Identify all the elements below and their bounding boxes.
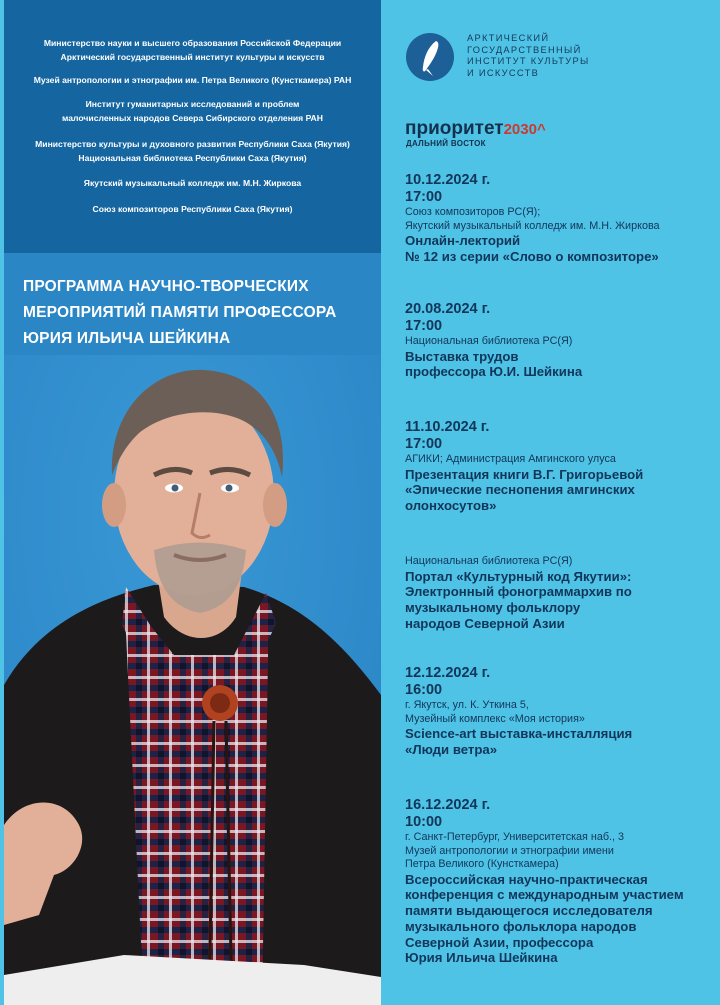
priority-logo [405, 118, 546, 140]
event-name: Science-art выставка-инсталляция [405, 726, 633, 741]
event-item [405, 172, 715, 265]
event-name: Юрия Ильича Шейкина [405, 950, 558, 966]
event-place: Якутский музыкальный колледж им. М.Н. Жиркова [405, 219, 660, 232]
event-name: конференция с международным участием [405, 887, 684, 903]
portrait-photo [4, 355, 381, 1005]
institute-logo-text [467, 33, 637, 79]
event-place: Национальная библиотека РС(Я) [405, 335, 573, 347]
program-title-line: ЮРИЯ ИЛЬИЧА ШЕЙКИНА [23, 330, 231, 347]
event-name: № 12 из серии «Слово о композиторе» [405, 248, 659, 264]
event-place: г. Санкт-Петербург, Университетская наб., 3 [405, 831, 625, 843]
event-name: Электронный фонограммархив по [405, 584, 632, 600]
event-item [405, 419, 715, 514]
event-time: 10:00 [405, 814, 443, 830]
organizer-line: Министерство культуры и духовного развития Республики Саха (Якутия) [35, 139, 350, 149]
organizer-line: Министерство науки и высшего образования Российской Федерации [43, 38, 342, 48]
organizer-line: Институт гуманитарных исследований и проблем [85, 99, 300, 109]
event-item [405, 301, 715, 380]
priority-subtitle: ДАЛЬНИЙ ВОСТОК [406, 139, 486, 148]
event-name: памяти выдающегося исследователя [405, 903, 653, 919]
event-item [405, 797, 715, 966]
event-time: 17:00 [405, 318, 443, 334]
program-title-line: ПРОГРАММА НАУЧНО-ТВОРЧЕСКИХ [23, 278, 309, 295]
event-name: Выставка трудов [405, 348, 519, 364]
event-name: народов Северной Азии [405, 615, 565, 631]
event-name: Презентация книги В.Г. Григорьевой [405, 466, 644, 482]
logo-line: ИНСТИТУТ КУЛЬТУРЫ [467, 56, 590, 66]
event-place: Музейный комплекс «Моя история» [405, 712, 585, 725]
event-name: «Эпические песнопения амгинских [405, 482, 635, 498]
event-place: Музей антропологии и этнографии имени [405, 844, 614, 857]
event-time: 16:00 [405, 682, 443, 698]
event-name: музыкального фольклора народов [405, 918, 637, 934]
event-name: профессора Ю.И. Шейкина [405, 364, 583, 380]
event-place: Петра Великого (Кунсткамера) [405, 858, 559, 870]
event-item [405, 555, 715, 632]
event-date: 11.10.2024 г. [405, 419, 490, 435]
priority-word: приоритет [405, 118, 504, 139]
event-date: 12.12.2024 г. [405, 665, 491, 681]
event-name: Портал «Культурный код Якутии»: [405, 568, 632, 584]
event-name: Всероссийская научно-практическая [405, 871, 648, 887]
logo-line: ГОСУДАРСТВЕННЫЙ [467, 44, 582, 55]
event-place: г. Якутск, ул. К. Уткина 5, [405, 699, 529, 711]
event-name: Северной Азии, профессора [405, 934, 594, 950]
event-date: 10.12.2024 г. [405, 172, 491, 188]
priority-caret-icon: ^ [536, 121, 546, 138]
organizer-line: Национальная библиотека Республики Саха (Якутия) [78, 153, 307, 163]
event-place: Национальная библиотека РС(Я) [405, 555, 573, 567]
event-time: 17:00 [405, 436, 443, 452]
event-name: «Люди ветра» [405, 741, 498, 757]
event-date: 16.12.2024 г. [405, 797, 491, 813]
event-time: 17:00 [405, 189, 443, 205]
program-title-line: МЕРОПРИЯТИЙ ПАМЯТИ ПРОФЕССОРА [23, 304, 337, 321]
organizer-line: малочисленных народов Севера Сибирского отделения РАН [62, 113, 323, 123]
organizers-panel [4, 0, 381, 253]
event-date: 20.08.2024 г. [405, 301, 491, 317]
organizer-line: Союз композиторов Республики Саха (Якутия) [92, 204, 293, 214]
event-name: олонхосутов» [405, 498, 497, 514]
organizer-line: Музей антропологии и этнографии им. Петра Великого (Кунсткамера) РАН [33, 75, 352, 85]
organizer-line: Арктический государственный институт культуры и искусств [60, 52, 325, 62]
logo-line: АРКТИЧЕСКИЙ [467, 33, 550, 43]
event-item [405, 665, 715, 758]
event-name: Онлайн-лекторий [405, 233, 521, 248]
institute-logo-icon [406, 33, 454, 81]
program-title [23, 274, 383, 352]
event-name: музыкальному фольклору [405, 600, 581, 616]
event-place: Союз композиторов РС(Я); [405, 206, 541, 218]
priority-year: 2030 [503, 121, 537, 138]
organizer-line: Якутский музыкальный колледж им. М.Н. Жиркова [83, 178, 302, 188]
event-place: АГИКИ; Администрация Амгинского улуса [405, 453, 616, 465]
logo-line: И ИСКУССТВ [467, 67, 540, 78]
